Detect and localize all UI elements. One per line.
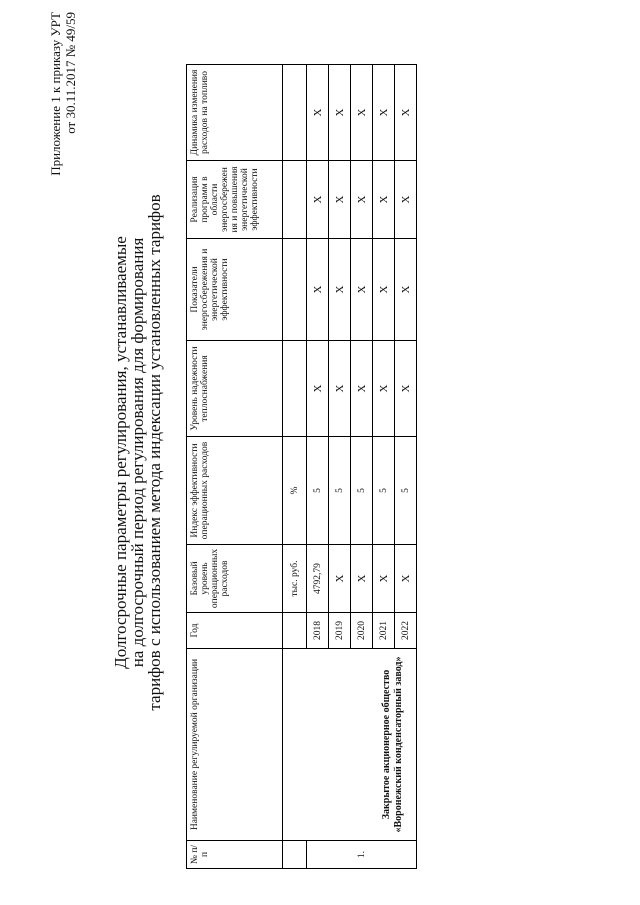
cell-reliability: X [373,341,395,437]
cell-base: X [329,545,351,613]
header-energy-saving: Показатели энергосбережения и энергетической эффективности [187,239,283,341]
units-row [283,65,307,869]
cell-programs: X [373,161,395,239]
title-line-2: на долгосрочный период регулирования для формирования [128,237,147,668]
cell-reliability: X [329,341,351,437]
document-title [112,0,163,905]
units-year-empty [283,613,307,649]
header-programs: Реализация программ в области энергосбережен ия и повышения энергетической эффективности [187,161,283,239]
cell-index: 5 [307,437,329,545]
units-empty-reliability [283,341,307,437]
header-year: Год [187,613,283,649]
parameters-table [186,64,417,869]
cell-year: 2020 [351,613,373,649]
cell-index: 5 [351,437,373,545]
cell-year: 2022 [395,613,417,649]
header-base-level: Базовый уровень операционных расходов [187,545,283,613]
appendix-line-2: от 30.11.2017 № 49/59 [63,12,78,134]
cell-index: 5 [373,437,395,545]
header-reliability: Уровень надежности теплоснабжения [187,341,283,437]
organization-cell [283,649,417,841]
row-number: 1. [307,841,417,869]
cell-programs: X [351,161,373,239]
header-efficiency-index: Индекс эффективности операционных расходов [187,437,283,545]
units-empty-programs [283,161,307,239]
cell-programs: X [395,161,417,239]
header-organization: Наименование регулируемой организации [187,649,283,841]
cell-year: 2018 [307,613,329,649]
title-line-3: тарифов с использованием метода индексации установленных тарифов [145,194,164,711]
cell-energy: X [307,239,329,341]
organization-name: Закрытое акционерное общество «Воронежский конденсаторный завод» [380,656,404,833]
header-fuel: Динамика изменения расходов на топливо [187,65,283,161]
cell-base: 4792,79 [307,545,329,613]
units-num-empty [283,841,307,869]
cell-year: 2021 [373,613,395,649]
units-empty-energy [283,239,307,341]
header-row [187,65,283,869]
cell-fuel: X [329,65,351,161]
cell-index: 5 [329,437,351,545]
cell-energy: X [373,239,395,341]
cell-energy: X [329,239,351,341]
cell-index: 5 [395,437,417,545]
cell-base: X [373,545,395,613]
cell-fuel: X [307,65,329,161]
unit-index: % [283,437,307,545]
title-line-1: Долгосрочные параметры регулирования, устанавливаемые [111,236,130,669]
header-num: № п/п [187,841,283,869]
cell-fuel: X [351,65,373,161]
unit-base: тыс. руб. [283,545,307,613]
cell-reliability: X [351,341,373,437]
cell-energy: X [351,239,373,341]
cell-reliability: X [395,341,417,437]
appendix-line-1: Приложение 1 к приказу УРТ [48,12,63,176]
appendix-reference [48,12,78,176]
units-empty-fuel [283,65,307,161]
cell-energy: X [395,239,417,341]
cell-programs: X [307,161,329,239]
cell-programs: X [329,161,351,239]
cell-year: 2019 [329,613,351,649]
cell-reliability: X [307,341,329,437]
cell-fuel: X [395,65,417,161]
cell-base: X [351,545,373,613]
cell-fuel: X [373,65,395,161]
cell-base: X [395,545,417,613]
